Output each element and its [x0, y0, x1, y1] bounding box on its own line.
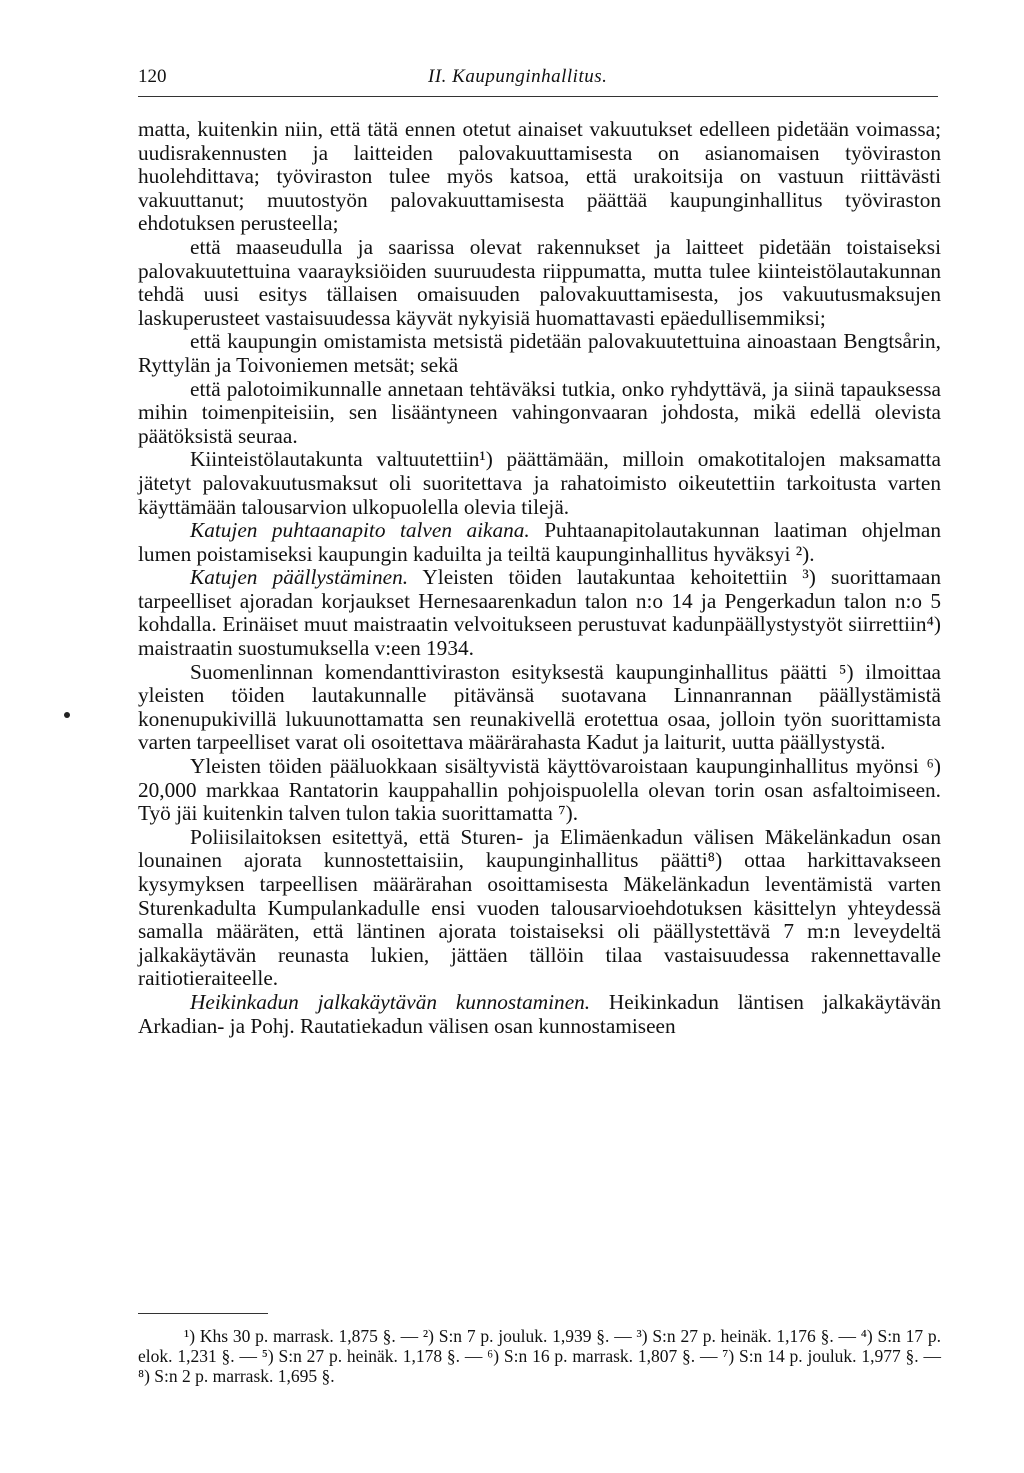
paragraph: että kaupungin omistamista metsistä pidetään palovakuutettuina ainoastaan Bengtsårin, Ryttylän ja Toivoniemen metsät; sekä — [138, 329, 941, 377]
section-heading: Katujen puhtaanapito talven aikana. — [190, 518, 530, 543]
body-text — [138, 118, 941, 1038]
paragraph: että palotoimikunnalle annetaan tehtäväksi tutkia, onko ryhdyttävä, ja siinä tapauksessa mihin toimenpiteisiin, sen lisääntyneen vahingonvaaran johdosta, mikä edellä olevista päätöksistä seuraa. — [138, 376, 941, 448]
page-header — [138, 62, 938, 92]
header-rule — [138, 96, 938, 97]
footnote-text: ¹) Khs 30 p. marrask. 1,875 §. — ²) S:n 7 p. jouluk. 1,939 §. — ³) S:n 27 p. heinäk. 1,176 §. — ⁴) S:n 17 p. elok. 1,231 §. — ⁵) S:n 27 p. heinäk. 1,178 §. — ⁶) S:n 16 p. marrask. 1,807 §. — ⁷) S:n 14 p. jouluk. 1,977 §. — ⁸) S:n 2 p. marrask. 1,695 §. — [138, 1326, 941, 1386]
running-title: II. Kaupunginhallitus. — [428, 66, 608, 87]
page-number: 120 — [138, 66, 167, 87]
section-heading: Katujen päällystäminen. — [190, 565, 409, 590]
paragraph: Heikinkadun jalkakäytävän kunnostaminen. Heikinkadun läntisen jalkakäytävän Arkadian- ja Pohj. Rautatiekadun välisen osan kunnostamiseen — [138, 989, 942, 1038]
paragraph: Yleisten töiden pääluokkaan sisältyvistä käyttövaroistaan kaupunginhallitus myönsi ⁶) 20,000 markkaa Rantatorin kauppahallin pohjoispuolella olevan torin osan asfaltoimiseen. Työ jäi kuitenkin talven tulon takia suorittamatta ⁷). — [138, 754, 941, 826]
paragraph: että maaseudulla ja saarissa olevat rakennukset ja laitteet pidetään toistaiseksi palovakuutettuina vaarayksiöiden suuruudesta riippumatta, mutta tulee kiinteistölautakunnan tehdä uusi esitys tällaisen omaisuuden palovakuuttamisesta, jos vakuutusmaksujen laskuperusteet vastaisuudessa käyvät nykyisiä huomattavasti epäedullisemmiksi; — [138, 234, 941, 330]
paragraph: Katujen puhtaanapito talven aikana. Puhtaanapitolautakunnan laatiman ohjelman lumen poistamiseksi kaupungin kaduilta ja teiltä kaupunginhallitus hyväksyi ²). — [138, 518, 941, 566]
paragraph: Suomenlinnan komendanttiviraston esityksestä kaupunginhallitus päätti ⁵) ilmoittaa yleisten töiden lautakunnalle pitävänsä suotavana Linnanrannan päällystämistä konenupukivillä lukuunottamatta sen reunakivellä erotettua osaa, jolloin työn suorittamista varten tarpeelliset varat oli osoitettava määrärahasta Kadut ja laiturit, uutta päällystystä. — [138, 659, 941, 755]
paragraph: Poliisilaitoksen esitettyä, että Sturen- ja Elimäenkadun välisen Mäkelänkadun osan lounainen ajorata kunnostettaisiin, kaupunginhallitus päätti⁸) ottaa harkittavakseen kysymyksen tarpeellisen määrärahan osoittamisesta Mäkelänkadun leventämistä varten Sturenkadulta Kumpulankadulle ensi vuoden talousarvioehdotuksen käsittelyn yhteydessä samalla määräten, että läntinen ajorata toistaiseksi oli päällystettävä 7 m:n leveydeltä jalkakäytävän reunasta lukien, jättäen tällöin tilaa vastaisuudessa rakennettavalle raitiotieraiteelle. — [138, 824, 941, 991]
footnote-rule — [138, 1313, 268, 1314]
paragraph: Katujen päällystäminen. Yleisten töiden lautakuntaa kehoitettiin ³) suorittamaan tarpeelliset ajoradan korjaukset Hernesaarenkadun talon n:o 14 ja Pengerkadun talon n:o 5 kohdalla. Erinäiset muut maistraatin velvoitukseen perustuvat kadunpäällystystyöt siirrettiin⁴) maistraatin suostumuksella v:een 1934. — [138, 565, 941, 661]
margin-dot-mark — [64, 712, 70, 718]
paragraph: matta, kuitenkin niin, että tätä ennen otetut ainaiset vakuutukset edelleen pidetään voimassa; uudisrakennusten ja laitteiden palovakuuttamisesta on asianomaisen työviraston huolehdittava; työviraston tulee myös katsoa, että urakoitsija on vastuun riittävästi vakuuttanut; muutostyön palovakuuttamisesta päättää kaupunginhallitus työviraston ehdotuksen perusteella; — [138, 117, 941, 236]
section-heading: Heikinkadun jalkakäytävän kunnostaminen. — [190, 989, 591, 1014]
footnotes — [138, 1326, 941, 1386]
paragraph: Kiinteistölautakunta valtuutettiin¹) päättämään, milloin omakotitalojen maksamatta jätetyt palovakuutusmaksut oli suoritettava ja rahatoimisto oikeutettiin tarkoitusta varten käyttämään talousarvion ulkopuolella olevia tilejä. — [138, 447, 941, 519]
